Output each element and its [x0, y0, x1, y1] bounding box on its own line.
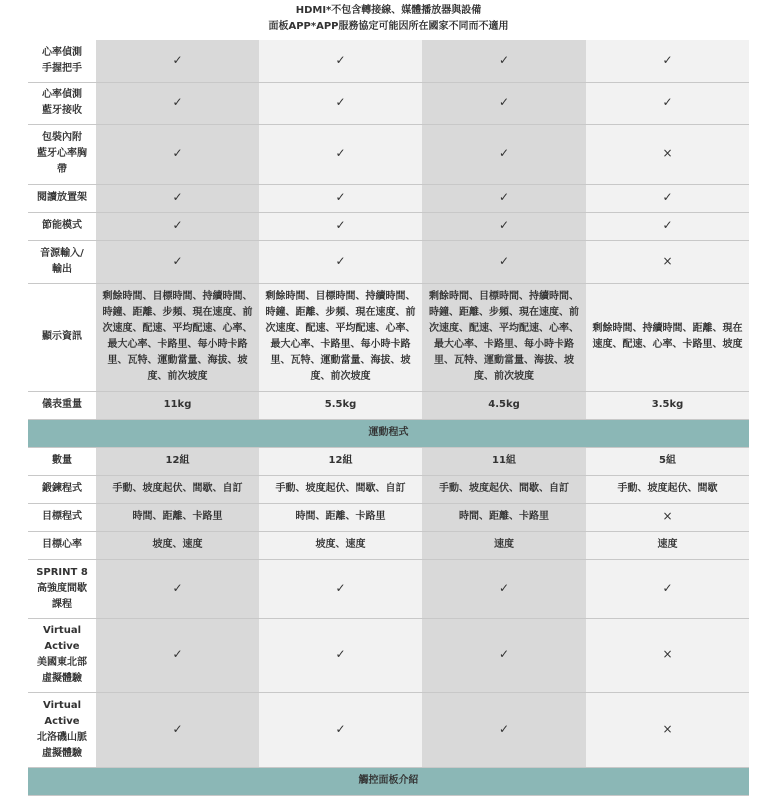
table-cell: 坡度、速度	[259, 531, 422, 559]
table-cell	[586, 124, 749, 184]
table-row	[28, 240, 749, 283]
check-icon: ✓	[662, 580, 673, 595]
table-cell	[259, 124, 422, 184]
cross-icon: ×	[662, 253, 673, 268]
check-icon: ✓	[662, 52, 673, 67]
table-cell: 手動、坡度起伏、間歇、自訂	[259, 475, 422, 503]
row-label: 數量	[28, 447, 96, 475]
table-cell	[259, 82, 422, 124]
table-row	[28, 40, 749, 82]
table-cell	[96, 618, 259, 692]
table-row	[28, 692, 749, 767]
table-cell	[259, 692, 422, 767]
check-icon: ✓	[498, 647, 510, 661]
table-cell: 5組	[586, 447, 749, 475]
table-row	[28, 618, 749, 692]
check-icon: ✓	[172, 218, 183, 232]
check-icon: ✓	[335, 218, 346, 232]
comparison-table	[28, 40, 749, 796]
table-row	[28, 212, 749, 240]
table-cell	[586, 40, 749, 82]
notes	[0, 0, 777, 35]
table-row	[28, 184, 749, 212]
check-icon: ✓	[335, 253, 346, 268]
table-cell	[586, 559, 749, 618]
table-row	[28, 475, 749, 503]
section-title-touch-panel: 觸控面板介紹	[28, 767, 749, 795]
row-label: 包裝內附 藍牙心率胸 帶	[28, 124, 96, 184]
table-cell: 12組	[259, 447, 422, 475]
row-label: 顯示資訊	[28, 283, 96, 391]
check-icon: ✓	[498, 190, 510, 204]
row-label: 音源輸入/ 輸出	[28, 240, 96, 283]
table-cell	[96, 559, 259, 618]
row-label: 鍛鍊程式	[28, 475, 96, 503]
check-icon: ✓	[498, 146, 510, 160]
table-cell: 剩餘時間、目標時間、持續時間、時鐘、距離、步頻、現在速度、前次速度、配速、平均配速、心率、最大心率、卡路里、每小時卡路里、瓦特、運動當量、海拔、坡度、前次坡度	[96, 283, 259, 391]
check-icon: ✓	[335, 190, 346, 204]
table-cell	[586, 618, 749, 692]
section-row-programs	[28, 419, 749, 447]
check-icon: ✓	[335, 721, 346, 736]
table-row	[28, 283, 749, 391]
section-title-programs: 運動程式	[28, 419, 749, 447]
check-icon: ✓	[172, 253, 183, 268]
table-cell: 時間、距離、卡路里	[96, 503, 259, 531]
table-cell	[96, 212, 259, 240]
table-row	[28, 391, 749, 419]
cross-icon: ×	[662, 721, 673, 736]
table-row	[28, 124, 749, 184]
table-cell: 手動、坡度起伏、間歇、自訂	[422, 475, 586, 503]
table-cell: 剩餘時間、目標時間、持續時間、時鐘、距離、步頻、現在速度、前次速度、配速、平均配速、心率、最大心率、卡路里、每小時卡路里、瓦特、運動當量、海拔、坡度、前次坡度	[259, 283, 422, 391]
table-cell: 坡度、速度	[96, 531, 259, 559]
table-cell: 剩餘時間、目標時間、持續時間、時鐘、距離、步頻、現在速度、前次速度、配速、平均配速、心率、最大心率、卡路里、每小時卡路里、瓦特、運動當量、海拔、坡度、前次坡度	[422, 283, 586, 391]
table-cell	[422, 559, 586, 618]
table-row	[28, 531, 749, 559]
row-label: 心率偵測 手握把手	[28, 40, 96, 82]
table-cell	[96, 82, 259, 124]
table-cell	[586, 212, 749, 240]
check-icon: ✓	[172, 146, 183, 160]
check-icon: ✓	[498, 253, 510, 268]
table-cell	[422, 212, 586, 240]
table-cell: 11kg	[96, 391, 259, 419]
check-icon: ✓	[335, 95, 346, 109]
table-cell	[259, 40, 422, 82]
table-cell: 時間、距離、卡路里	[422, 503, 586, 531]
row-label: 儀表重量	[28, 391, 96, 419]
table-cell: 手動、坡度起伏、間歇、自訂	[96, 475, 259, 503]
check-icon: ✓	[172, 580, 183, 595]
check-icon: ✓	[172, 721, 183, 736]
check-icon: ✓	[498, 95, 510, 109]
table-cell	[259, 184, 422, 212]
table-cell	[586, 692, 749, 767]
check-icon: ✓	[662, 95, 673, 109]
row-label: 節能模式	[28, 212, 96, 240]
table-cell	[96, 184, 259, 212]
table-cell	[422, 124, 586, 184]
table-cell	[96, 124, 259, 184]
table-cell	[259, 212, 422, 240]
table-cell: 11組	[422, 447, 586, 475]
check-icon: ✓	[335, 146, 346, 160]
cross-icon: ×	[662, 146, 673, 160]
row-label: 目標程式	[28, 503, 96, 531]
check-icon: ✓	[172, 647, 183, 661]
check-icon: ✓	[662, 218, 673, 232]
check-icon: ✓	[172, 190, 183, 204]
table-cell: 手動、坡度起伏、間歇	[586, 475, 749, 503]
table-cell	[422, 240, 586, 283]
row-label: Virtual Active 美國東北部 虛擬體驗	[28, 618, 96, 692]
table-cell: 速度	[586, 531, 749, 559]
cross-icon: ×	[662, 509, 673, 523]
table-row	[28, 82, 749, 124]
table-row	[28, 447, 749, 475]
table-cell: 時間、距離、卡路里	[259, 503, 422, 531]
check-icon: ✓	[498, 218, 510, 232]
row-label: 心率偵測 藍牙接收	[28, 82, 96, 124]
table-cell	[422, 184, 586, 212]
table-cell: 12組	[96, 447, 259, 475]
row-label: SPRINT 8 高強度間歇 課程	[28, 559, 96, 618]
row-label: 目標心率	[28, 531, 96, 559]
check-icon: ✓	[498, 52, 510, 67]
table-cell	[259, 240, 422, 283]
table-cell	[96, 40, 259, 82]
note-app: 面板APP*APP服務協定可能因所在國家不同而不適用	[268, 21, 509, 32]
section-row-touch-panel	[28, 767, 749, 795]
check-icon: ✓	[498, 580, 510, 595]
table-cell: 速度	[422, 531, 586, 559]
table-cell	[422, 618, 586, 692]
check-icon: ✓	[335, 647, 346, 661]
table-cell	[259, 559, 422, 618]
table-cell	[422, 40, 586, 82]
table-cell: 3.5kg	[586, 391, 749, 419]
table-cell	[586, 184, 749, 212]
note-hdmi: HDMI*不包含轉接線、媒體播放器與設備	[295, 5, 482, 16]
check-icon: ✓	[498, 721, 510, 736]
check-icon: ✓	[172, 52, 183, 67]
table-cell	[259, 618, 422, 692]
table-cell	[586, 82, 749, 124]
table-row	[28, 503, 749, 531]
table-cell	[96, 240, 259, 283]
row-label: Virtual Active 北洛磯山脈 虛擬體驗	[28, 692, 96, 767]
table-cell	[422, 692, 586, 767]
table-cell: 5.5kg	[259, 391, 422, 419]
row-label: 閱讀放置架	[28, 184, 96, 212]
check-icon: ✓	[172, 95, 183, 109]
check-icon: ✓	[662, 190, 673, 204]
cross-icon: ×	[662, 647, 673, 661]
table-cell: 剩餘時間、持續時間、距離、現在速度、配速、心率、卡路里、坡度	[586, 283, 749, 391]
check-icon: ✓	[335, 52, 346, 67]
table-cell	[586, 240, 749, 283]
table-cell: 4.5kg	[422, 391, 586, 419]
table-cell	[586, 503, 749, 531]
table-cell	[422, 82, 586, 124]
table-row	[28, 559, 749, 618]
table-cell	[96, 692, 259, 767]
check-icon: ✓	[335, 580, 346, 595]
